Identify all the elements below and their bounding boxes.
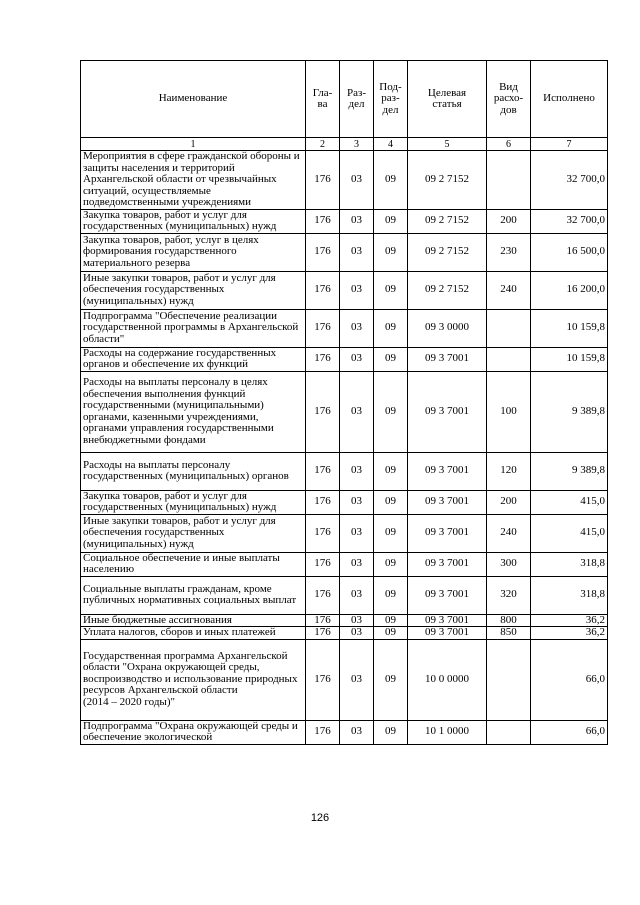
- row-expense-type: 240: [487, 514, 531, 552]
- row-expense-type: 120: [487, 452, 531, 490]
- table-row: [81, 614, 608, 627]
- row-section: 03: [340, 514, 374, 552]
- table-row: [81, 233, 608, 271]
- row-executed: 10 159,8: [531, 309, 608, 347]
- table-row: [81, 271, 608, 309]
- row-target-article: 09 3 0000: [408, 309, 487, 347]
- row-executed: 66,0: [531, 720, 608, 744]
- row-target-article: 09 3 7001: [408, 490, 487, 514]
- row-name: Иные закупки товаров, работ и услуг для обеспечения государственных (муниципальных) нужд: [81, 271, 306, 309]
- row-chapter: 176: [306, 552, 340, 576]
- row-name: Закупка товаров, работ и услуг для государственных (муниципальных) нужд: [81, 209, 306, 233]
- row-name: Подпрограмма "Охрана окружающей среды и обеспечение экологической: [81, 720, 306, 744]
- row-chapter: 176: [306, 639, 340, 720]
- row-target-article: 10 0 0000: [408, 639, 487, 720]
- row-subsection: 09: [374, 347, 408, 371]
- table-row: [81, 151, 608, 210]
- table-row: [81, 347, 608, 371]
- row-name: Расходы на выплаты персоналу в целях обеспечения выполнения функций государственными (муниципальными) органами, казенными учреждениями, органами управления государственными внебюджетными фондами: [81, 371, 306, 452]
- row-section: 03: [340, 552, 374, 576]
- row-target-article: 09 3 7001: [408, 627, 487, 640]
- row-target-article: 09 3 7001: [408, 452, 487, 490]
- row-section: 03: [340, 452, 374, 490]
- row-expense-type: [487, 639, 531, 720]
- table-body: [81, 151, 608, 745]
- row-expense-type: [487, 347, 531, 371]
- table-row: [81, 639, 608, 720]
- row-expense-type: [487, 151, 531, 210]
- row-section: 03: [340, 490, 374, 514]
- row-subsection: 09: [374, 233, 408, 271]
- row-expense-type: 300: [487, 552, 531, 576]
- row-chapter: 176: [306, 614, 340, 627]
- row-chapter: 176: [306, 720, 340, 744]
- row-executed: 9 389,8: [531, 452, 608, 490]
- row-target-article: 09 3 7001: [408, 347, 487, 371]
- row-expense-type: 230: [487, 233, 531, 271]
- row-section: 03: [340, 151, 374, 210]
- row-chapter: 176: [306, 627, 340, 640]
- column-number: 7: [531, 138, 608, 151]
- row-expense-type: 240: [487, 271, 531, 309]
- header-chapter: Гла- ва: [306, 61, 340, 138]
- row-expense-type: 200: [487, 490, 531, 514]
- row-target-article: 10 1 0000: [408, 720, 487, 744]
- row-name: Мероприятия в сфере гражданской обороны и защиты населения и территорий Архангельской области от чрезвычайных ситуаций, осуществляемые подведомственными учреждениями: [81, 151, 306, 210]
- table-row: [81, 627, 608, 640]
- row-chapter: 176: [306, 452, 340, 490]
- row-name: Уплата налогов, сборов и иных платежей: [81, 627, 306, 640]
- row-subsection: 09: [374, 209, 408, 233]
- row-chapter: 176: [306, 271, 340, 309]
- column-number-row: [81, 138, 608, 151]
- row-executed: 318,8: [531, 576, 608, 614]
- row-executed: 415,0: [531, 490, 608, 514]
- row-subsection: 09: [374, 309, 408, 347]
- row-subsection: 09: [374, 576, 408, 614]
- row-target-article: 09 2 7152: [408, 271, 487, 309]
- row-name: Социальные выплаты гражданам, кроме публичных нормативных социальных выплат: [81, 576, 306, 614]
- row-subsection: 09: [374, 452, 408, 490]
- row-section: 03: [340, 233, 374, 271]
- column-number: 5: [408, 138, 487, 151]
- row-chapter: 176: [306, 347, 340, 371]
- row-chapter: 176: [306, 514, 340, 552]
- row-subsection: 09: [374, 490, 408, 514]
- header-row: [81, 61, 608, 138]
- row-target-article: 09 2 7152: [408, 233, 487, 271]
- row-name: Иные бюджетные ассигнования: [81, 614, 306, 627]
- table-row: [81, 490, 608, 514]
- table-row: [81, 371, 608, 452]
- table-row: [81, 309, 608, 347]
- row-section: 03: [340, 347, 374, 371]
- header-target-article: Целевая статья: [408, 61, 487, 138]
- header-section: Раз- дел: [340, 61, 374, 138]
- row-target-article: 09 3 7001: [408, 514, 487, 552]
- row-section: 03: [340, 271, 374, 309]
- row-subsection: 09: [374, 627, 408, 640]
- row-executed: 36,2: [531, 627, 608, 640]
- row-subsection: 09: [374, 639, 408, 720]
- column-number: 1: [81, 138, 306, 151]
- row-subsection: 09: [374, 614, 408, 627]
- row-executed: 318,8: [531, 552, 608, 576]
- row-section: 03: [340, 639, 374, 720]
- row-subsection: 09: [374, 514, 408, 552]
- row-chapter: 176: [306, 371, 340, 452]
- table-row: [81, 209, 608, 233]
- row-chapter: 176: [306, 209, 340, 233]
- row-expense-type: 200: [487, 209, 531, 233]
- row-subsection: 09: [374, 271, 408, 309]
- row-executed: 10 159,8: [531, 347, 608, 371]
- row-subsection: 09: [374, 720, 408, 744]
- row-name: Социальное обеспечение и иные выплаты населению: [81, 552, 306, 576]
- row-name: Государственная программа Архангельской области "Охрана окружающей среды, воспроизводство и использование природных ресурсов Архангельской области (2014 – 2020 годы)": [81, 639, 306, 720]
- row-name: Закупка товаров, работ и услуг для государственных (муниципальных) нужд: [81, 490, 306, 514]
- row-section: 03: [340, 309, 374, 347]
- row-name: Закупка товаров, работ, услуг в целях формирования государственного материального резерва: [81, 233, 306, 271]
- header-subsection: Под- раз- дел: [374, 61, 408, 138]
- row-subsection: 09: [374, 371, 408, 452]
- page-number: 126: [310, 812, 330, 824]
- row-expense-type: [487, 309, 531, 347]
- row-section: 03: [340, 627, 374, 640]
- row-executed: 32 700,0: [531, 209, 608, 233]
- row-target-article: 09 3 7001: [408, 371, 487, 452]
- table-row: [81, 552, 608, 576]
- row-executed: 32 700,0: [531, 151, 608, 210]
- row-section: 03: [340, 209, 374, 233]
- row-expense-type: 320: [487, 576, 531, 614]
- budget-table: [80, 60, 608, 745]
- row-target-article: 09 3 7001: [408, 614, 487, 627]
- row-section: 03: [340, 576, 374, 614]
- row-chapter: 176: [306, 233, 340, 271]
- row-executed: 16 500,0: [531, 233, 608, 271]
- row-expense-type: 800: [487, 614, 531, 627]
- header-expense-type: Вид расхо- дов: [487, 61, 531, 138]
- table-row: [81, 452, 608, 490]
- row-subsection: 09: [374, 552, 408, 576]
- row-section: 03: [340, 720, 374, 744]
- row-chapter: 176: [306, 151, 340, 210]
- row-chapter: 176: [306, 309, 340, 347]
- row-name: Подпрограмма "Обеспечение реализации государственной программы в Архангельской области": [81, 309, 306, 347]
- row-name: Расходы на содержание государственных органов и обеспечение их функций: [81, 347, 306, 371]
- row-target-article: 09 3 7001: [408, 576, 487, 614]
- row-target-article: 09 2 7152: [408, 209, 487, 233]
- row-executed: 66,0: [531, 639, 608, 720]
- table-row: [81, 720, 608, 744]
- header-executed: Исполнено: [531, 61, 608, 138]
- row-expense-type: 100: [487, 371, 531, 452]
- row-executed: 415,0: [531, 514, 608, 552]
- row-chapter: 176: [306, 490, 340, 514]
- column-number: 2: [306, 138, 340, 151]
- row-target-article: 09 3 7001: [408, 552, 487, 576]
- column-number: 4: [374, 138, 408, 151]
- header-name: Наименование: [81, 61, 306, 138]
- column-number: 3: [340, 138, 374, 151]
- row-expense-type: [487, 720, 531, 744]
- row-name: Расходы на выплаты персоналу государственных (муниципальных) органов: [81, 452, 306, 490]
- row-executed: 16 200,0: [531, 271, 608, 309]
- row-subsection: 09: [374, 151, 408, 210]
- row-name: Иные закупки товаров, работ и услуг для обеспечения государственных (муниципальных) нужд: [81, 514, 306, 552]
- row-executed: 36,2: [531, 614, 608, 627]
- row-target-article: 09 2 7152: [408, 151, 487, 210]
- row-section: 03: [340, 371, 374, 452]
- row-executed: 9 389,8: [531, 371, 608, 452]
- row-section: 03: [340, 614, 374, 627]
- row-expense-type: 850: [487, 627, 531, 640]
- table-row: [81, 576, 608, 614]
- row-chapter: 176: [306, 576, 340, 614]
- column-number: 6: [487, 138, 531, 151]
- table-row: [81, 514, 608, 552]
